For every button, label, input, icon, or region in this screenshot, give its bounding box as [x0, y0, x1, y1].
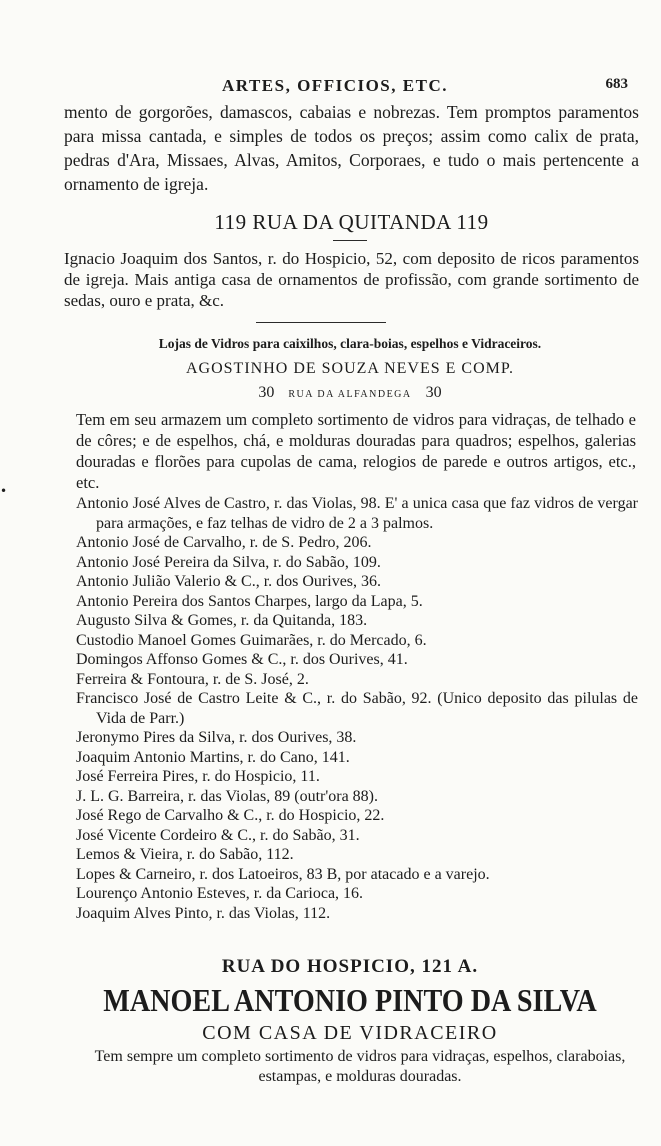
advert-text: Tem sempre um completo sortimento de vidros para vidraças, espelhos, claraboias, estampas, e molduras douradas.: [94, 1048, 626, 1085]
page-header: [40, 76, 640, 98]
company-description: Tem em seu armazem um completo sortimento de vidros para vidraças, de telhado e de côres; e de espelhos, chá, e molduras douradas para quadros; espelhos, galerias douradas e florões para cupolas de cama, relogios de parede e outros artigos, etc., etc.: [76, 410, 636, 492]
list-item: Domingos Affonso Gomes & C., r. dos Ourives, 41.: [76, 651, 408, 668]
advert-name: MANOEL ANTONIO PINTO DA SILVA: [103, 982, 597, 1018]
list-item: Lourenço Antonio Esteves, r. da Carioca, 16.: [76, 885, 364, 902]
list-item: Antonio José Alves de Castro, r. das Violas, 98. E' a unica casa que faz vidros de vergar para armações, e faz telhas de vidro de 2 a 3 palmos.: [76, 495, 638, 532]
list-item: Joaquim Antonio Martins, r. do Cano, 141.: [76, 748, 350, 766]
address-street: RUA DA ALFANDEGA: [288, 389, 412, 400]
section-divider: [256, 322, 386, 323]
headline-quitanda: 119 RUA DA QUITANDA 119: [214, 210, 489, 234]
address-number-right: 30: [425, 384, 442, 401]
list-item: José Rego de Carvalho & C., r. do Hospicio, 22.: [76, 807, 385, 824]
section-heading: Lojas de Vidros para caixilhos, clara-boias, espelhos e Vidraceiros.: [158, 336, 542, 351]
company-name: AGOSTINHO DE SOUZA NEVES E COMP.: [185, 360, 514, 377]
margin-mark: •: [0, 484, 8, 498]
list-item: Joaquim Alves Pinto, r. das Violas, 112.: [76, 904, 331, 922]
advert-subtitle: COM CASA DE VIDRACEIRO: [202, 1022, 498, 1044]
list-item: Antonio Pereira dos Santos Charpes, largo da Lapa, 5.: [76, 592, 423, 610]
list-item: Antonio Julião Valerio & C., r. dos Ourives, 36.: [76, 573, 382, 590]
list-item: Lopes & Carneiro, r. dos Latoeiros, 83 B, por atacado e a varejo.: [76, 865, 490, 883]
list-item: Lemos & Vieira, r. do Sabão, 112.: [76, 846, 294, 863]
divider-short: [333, 240, 367, 241]
list-item: Custodio Manoel Gomes Guimarães, r. do Mercado, 6.: [76, 631, 427, 649]
list-item: Ferreira & Fontoura, r. de S. José, 2.: [76, 670, 309, 688]
page-number: 683: [605, 76, 628, 92]
merchant-list: [76, 494, 638, 923]
company-address: [60, 384, 640, 402]
list-item: Antonio José de Carvalho, r. de S. Pedro, 206.: [76, 534, 372, 551]
list-item: Francisco José de Castro Leite & C., r. do Sabão, 92. (Unico deposito das pilulas de Vida de Parr.): [76, 690, 638, 727]
address-number-left: 30: [258, 384, 275, 401]
running-title: ARTES, OFFICIOS, ETC.: [222, 76, 448, 95]
paragraph-ignacio: Ignacio Joaquim dos Santos, r. do Hospicio, 52, com deposito de ricos paramentos de igreja. Mais antiga casa de ornamentos de profissão, com grande sortimento de sedas, ouro e prata, &c.: [64, 249, 639, 310]
paragraph-top: mento de gorgorões, damascos, cabaias e nobrezas. Tem promptos paramentos para missa cantada, e simples de todos os preços; assim como calix de prata, pedras d'Ara, Missaes, Alvas, Amitos, Corporaes, e tudo o mais pertencente a ornamento de igreja.: [64, 102, 639, 194]
advert-street: RUA DO HOSPICIO, 121 A.: [221, 956, 479, 977]
list-item: J. L. G. Barreira, r. das Violas, 89 (outr'ora 88).: [76, 787, 378, 805]
list-item: José Vicente Cordeiro & C., r. do Sabão, 31.: [76, 826, 360, 844]
list-item: Jeronymo Pires da Silva, r. dos Ourives, 38.: [76, 729, 357, 746]
list-item: Antonio José Pereira da Silva, r. do Sabão, 109.: [76, 553, 381, 571]
list-item: Augusto Silva & Gomes, r. da Quitanda, 183.: [76, 612, 368, 629]
list-item: José Ferreira Pires, r. do Hospicio, 11.: [76, 768, 320, 785]
